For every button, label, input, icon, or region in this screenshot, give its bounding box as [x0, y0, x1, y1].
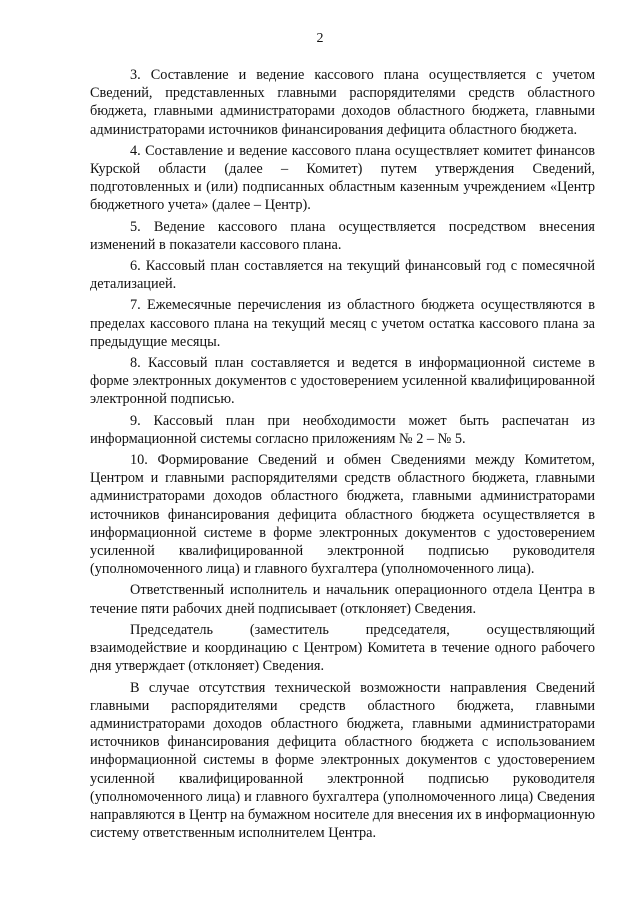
- paragraph-8: 8. Кассовый план составляется и ведется в информационной системе в форме электронных документов с удостоверением усиленной квалифицированной электронной подписью.: [90, 355, 595, 408]
- paragraph-10: 10. Формирование Сведений и обмен Сведениями между Комитетом, Центром и главными распорядителями средств областного бюджета, главными администраторами доходов областного бюджета, главными администраторами источников финансирования дефицита областного бюджета осуществляется в информационной системе в форме электронных документов с удостоверением усиленной квалифицированной электронной подписью руководителя (уполномоченного лица) и главного бухгалтера (уполномоченного лица).: [90, 452, 595, 578]
- page-number: 2: [316, 31, 324, 46]
- paragraph-9: 9. Кассовый план при необходимости может быть распечатан из информационной системы согласно приложениям № 2 – № 5.: [90, 412, 595, 447]
- paragraph-chairman: Председатель (заместитель председателя, осуществляющий взаимодействие и координацию с Центром) Комитета в течение одного рабочего дня утверждает (отклоняет) Сведения.: [90, 621, 595, 675]
- paragraph-5: 5. Ведение кассового плана осуществляется посредством внесения изменений в показатели кассового плана.: [90, 218, 595, 253]
- paragraph-6: 6. Кассовый план составляется на текущий финансовый год с помесячной детализацией.: [90, 258, 595, 293]
- paragraph-responsible-executor: Ответственный исполнитель и начальник операционного отдела Центра в течение пяти рабочих дней подписывает (отклоняет) Сведения.: [90, 582, 595, 617]
- paragraph-7: 7. Ежемесячные перечисления из областного бюджета осуществляются в пределах кассового плана на текущий месяц с учетом остатка кассового плана за предыдущие месяцы.: [90, 297, 595, 350]
- paragraph-no-technical-possibility: В случае отсутствия технической возможности направления Сведений главными распорядителями средств областного бюджета, главными администраторами доходов областного бюджета, главными администраторами источников финансирования дефицита областного бюджета с использованием информационной системы в форме электронных документов с удостоверением усиленной квалифицированной электронной подписью руководителя (уполномоченного лица) и главного бухгалтера (уполномоченного лица) Сведения направляются в Центр на бумажном носителе для внесения их в информационную систему ответственным исполнителем Центра.: [90, 679, 596, 842]
- paragraph-3: 3. Составление и ведение кассового плана осуществляется с учетом Сведений, представленных главными распорядителями средств областного бюджета, главными администраторами доходов областного бюджета, главными администраторами источников финансирования дефицита областного бюджета.: [90, 67, 595, 138]
- document-body: [90, 66, 595, 845]
- paragraph-4: 4. Составление и ведение кассового плана осуществляет комитет финансов Курской области (далее – Комитет) путем утверждения Сведений, подготовленных и (или) подписанных областным казенным учреждением «Центр бюджетного учета» (далее – Центр).: [90, 142, 595, 214]
